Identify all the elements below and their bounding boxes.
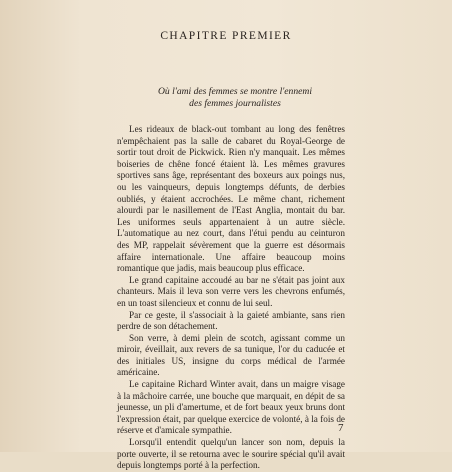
paragraph: Lorsqu'il entendit quelqu'un lancer son nom, depuis la porte ouverte, il se retourna avec le sourire spécial qu'il avait depuis longtemps porté à la perfection. — [117, 437, 345, 471]
subtitle-line-2: des femmes journalistes — [189, 98, 281, 109]
chapter-subtitle — [100, 86, 370, 110]
body-text — [117, 124, 345, 472]
page-number: 7 — [338, 422, 344, 434]
paragraph: Par ce geste, il s'associait à la gaieté ambiante, sans rien perdre de son détachement. — [117, 309, 345, 332]
paragraph: Le capitaine Richard Winter avait, dans un maigre visage à la mâchoire carrée, une bouche que marquait, en dépit de sa jeunesse, un pli d'amertume, et de fort beaux yeux bruns dont l'expression était, par quelque exercice de volonté, à la fois de réserve et d'amicale sympathie. — [117, 379, 345, 436]
subtitle-line-1: Où l'ami des femmes se montre l'ennemi — [157, 86, 313, 97]
paragraph: Les rideaux de black-out tombant au long des fenêtres n'empêchaient pas la salle de cabaret du Royal-George de sortir tout droit de Pickwick. Rien n'y manquait. Les mêmes boiseries de chêne foncé étaient là. Les mêmes gravures sportives sans âge, représentant des boxeurs aux poings nus, ou les vainqueurs, depuis longtemps défunts, de derbies oubliés, y étaient accrochées. Le même chant, richement alourdi par le nasillement de l'East Anglia, montait du bar. Les uniformes seuls appartenaient à un autre siècle. L'automatique au nez court, dans l'étui pendu au ceinturon des MP, rappelait sévèrement que la guerre est désormais affaire internationale. Une affaire beaucoup moins romantique que jadis, mais beaucoup plus efficace. — [117, 124, 345, 274]
chapter-title: CHAPITRE PREMIER — [160, 30, 292, 42]
paragraph: Son verre, à demi plein de scotch, agissant comme un miroir, éveillait, aux revers de sa tunique, l'or du caducée et des initiales US, insigne du corps médical de l'armée américaine. — [117, 332, 345, 378]
paragraph: Le grand capitaine accoudé au bar ne s'était pas joint aux chanteurs. Mais il leva son verre vers les chevrons enfumés, en un toast silencieux et connu de lui seul. — [117, 274, 345, 308]
